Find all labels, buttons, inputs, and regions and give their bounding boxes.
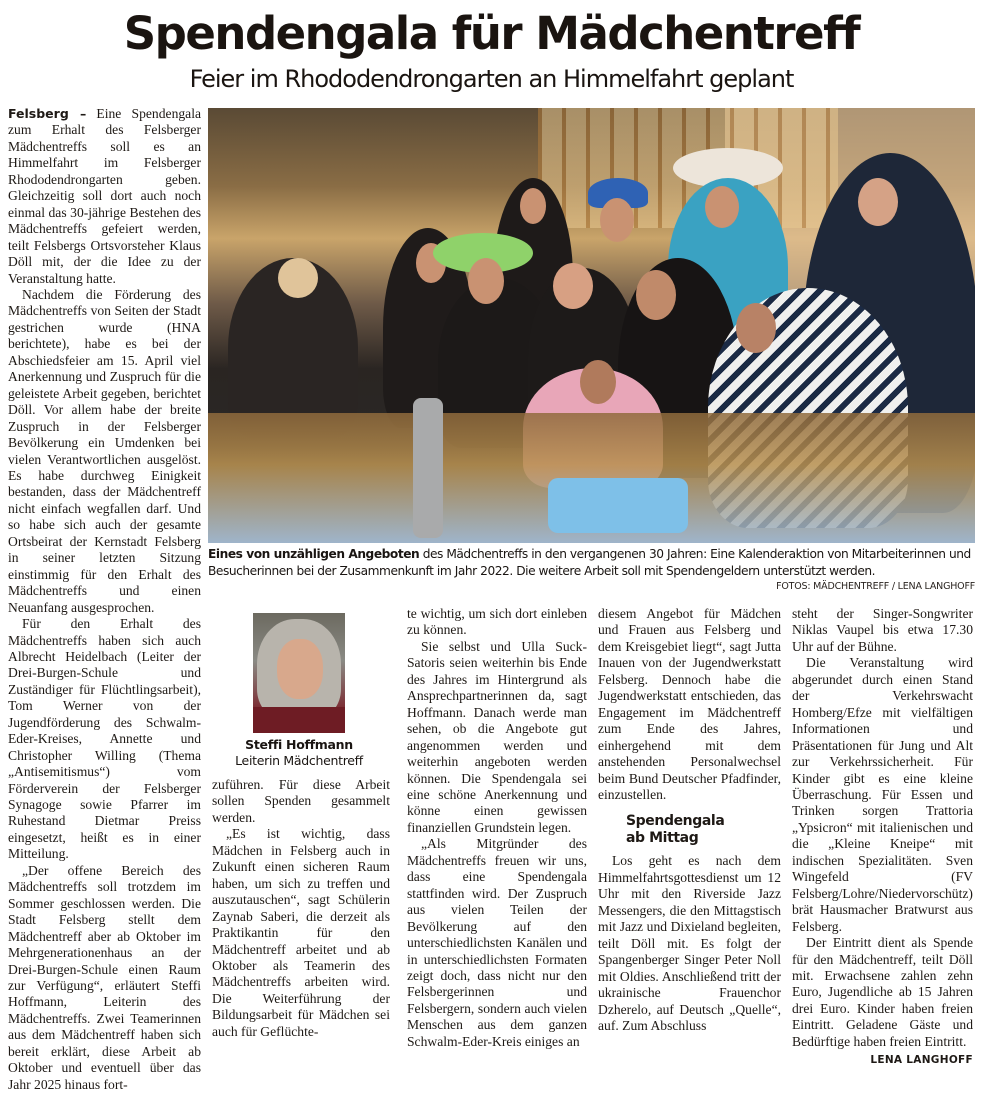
paragraph: „Als Mitgründer des Mädchentreffs freuen wir uns, dass eine Spendengala stattfinden wird. Der Zuspruch aus vielen Teilen der Bevölkerung auf den unterschiedlichsten Kanälen und in unterschiedlichsten Formaten zeigt doch, dass nicht nur den Felsbergerinnen und Felsbergern, sondern auch vielen Menschen aus dem ganzen Schwalm-Eder-Kreis einiges an xyxy=(407,836,587,1049)
caption-text: des Mädchentreffs in den vergangenen 30 Jahren: Eine Kalenderaktion von Mitarbeiterinnen und Besucherinnen bei der Zusammenkunft im Jahr 2022. Die weitere Arbeit soll mit Spendengeldern unterstützt werden. xyxy=(208,547,971,578)
photo-credit: FOTOS: MÄDCHENTREFF / LENA LANGHOFF xyxy=(776,581,975,592)
group-photo xyxy=(208,108,975,543)
article-column-5 xyxy=(792,606,973,1069)
article-column-4 xyxy=(598,606,781,1034)
paragraph: steht der Singer-Songwriter Niklas Vaupel bis etwa 17.30 Uhr auf der Bühne. xyxy=(792,606,973,654)
dateline: Felsberg – xyxy=(8,106,87,121)
portrait-photo xyxy=(253,613,345,733)
article-subheadline: Feier im Rhododendrongarten an Himmelfahrt geplant xyxy=(189,65,794,93)
paragraph: zuführen. Für diese Arbeit sollen Spenden gesammelt werden. xyxy=(212,777,390,825)
paragraph: te wichtig, um sich dort einleben zu können. xyxy=(407,606,587,638)
paragraph: Die Veranstaltung wird abgerundet durch einen Stand der Verkehrswacht Homberg/Efze mit vielfältigen Informationen und Präsentationen für Jung und Alt zur Verkehrssicherheit. Für Kinder gibt es eine kleine Überraschung. Für Essen und Trinken sorgen Trattoria „Ypsicron“ mit italienischen und die „Kleine Kneipe“ mit indischen Spezialitäten. Sven Wingefeld (FV Felsberg/Lohre/Niedervorschütz) brät Hausmacher Bratwurst aus Felsberg. xyxy=(792,655,973,934)
author-byline: LENA LANGHOFF xyxy=(870,1054,973,1067)
article-headline: Spendengala für Mädchentreff xyxy=(123,7,860,60)
paragraph: Der Eintritt dient als Spende für den Mädchentreff, teilt Döll mit. Erwachsene zahlen zehn Euro, Jugendliche ab 15 Jahren drei Euro. Kinder haben freien Eintritt. Geladene Gäste und Bedürftige haben freien Eintritt. xyxy=(792,935,973,1049)
article-column-3 xyxy=(407,606,587,1050)
paragraph: Nachdem die Förderung des Mädchentreffs von Seiten der Stadt gestrichen wurde (HNA berichtete), habe es bei der Abschiedsfeier am 15. April viel Anerkennung und Zuspruch für die geleistete Arbeit gegeben, berichtet Döll. Vor allem habe der breite Zuspruch in der Felsberger Bevölkerung ein Umdenken bei vielen Verantwortlichen ausgelöst. Es habe durchweg Einigkeit bestanden, dass der Mädchentreff nicht einfach wegfallen darf. Und so habe sich auch der gesamte Ortsbeirat der Kernstadt Felsberg in seiner letzten Sitzung einstimmig für den Erhalt des Mädchentreffs und einen Neuanfang ausgesprochen. xyxy=(8,286,201,615)
paragraph: Für den Erhalt des Mädchentreffs haben sich auch Albrecht Heidelbach (Leiter der Drei-Burgen-Schule und Zuständiger für Flüchtlingsarbeit), Tom Werner von der Jugendförderung des Schwalm-Eder-Kreises, Annette und Christopher Willing (Thema „Antisemitismus“) vom Förderverein der Felsberger Synagoge sowie Pfarrer im Ruhestand Dietmar Preiss eingesetzt, heißt es in einer Mitteilung. xyxy=(8,616,201,862)
portrait-name: Steffi Hoffmann xyxy=(245,737,353,752)
paragraph: „Es ist wichtig, dass Mädchen in Felsberg auch in Zukunft einen sicheren Raum haben, um sich zu treffen und auszutauschen“, sagt Schülerin Zaynab Saberi, die derzeit als Praktikantin für den Mädchentreff arbeitet und ab Oktober als Teamerin des Mädchentreffs arbeiten wird. Die Weiterführung der Bildungsarbeit für Mädchen sei auch für Geflüchte- xyxy=(212,826,390,1039)
article-column-1 xyxy=(8,106,201,1093)
portrait-role: Leiterin Mädchentreff xyxy=(235,753,363,768)
paragraph: Sie selbst und Ulla Suck-Satoris seien weiterhin bis Ende des Jahres im Hintergrund als Ansprechpartnerinnen da, sagt Hoffmann. Danach werde man sehen, ob die Angebote gut angenommen werden und weiterhin angeboten werden können. Die Spendengala sei eine schöne Anerkennung und könne einen gewissen finanziellen Grundstein legen. xyxy=(407,638,587,835)
paragraph: „Der offene Bereich des Mädchentreffs soll trotzdem im Sommer geschlossen werden. Die Stadt Felsberg stellt dem Mädchentreff aber ab Oktober im Mehrgenerationenhaus an der Drei-Burgen-Schule einen Raum zur Verfügung“, erläutert Steffi Hoffmann, Leiterin des Mädchentreffs. Zwei Teamerinnen aus dem Mädchentreff haben sich bereit erklärt, diese Arbeit ab Oktober und eventuell über das Jahr 2025 hinaus fort- xyxy=(8,862,201,1092)
paragraph: Los geht es nach dem Himmelfahrtsgottesdienst um 12 Uhr mit den Riverside Jazz Messengers, die den Mittagstisch mit Jazz und Dixieland begleiten, teilt Döll mit. Es folgt der Spangenberger Singer Peter Noll mit Oldies. Anschließend tritt der ukrainische Frauenchor Dzherelo, auf Deutsch „Quelle“, auf. Zum Abschluss xyxy=(598,853,781,1033)
article-column-2 xyxy=(212,777,390,1040)
caption-lead: Eines von unzähligen Angeboten xyxy=(208,547,420,561)
paragraph: diesem Angebot für Mädchen und Frauen aus Felsberg und dem Kreisgebiet liegt“, sagt Jutta Inauen von der Jugendwerkstatt Felsberg. Dennoch habe die Jugendwerkstatt entschieden, das Engagement im Mädchentreff zum Ende des Jahres, einhergehend mit dem anstehenden Personalwechsel beim Bund Deutscher Pfadfinder, einzustellen. xyxy=(598,606,781,802)
paragraph: Felsberg – Eine Spendengala zum Erhalt des Felsberger Mädchentreffs soll es an Himmelfahrt im Felsberger Rhododendrongarten geben. Gleichzeitig soll dort auch noch einmal das 30-jährige Bestehen des Mädchentreffs gefeiert werden, teilt Felsbergs Ortsvorsteher Klaus Döll mit, der die Idee zu der Veranstaltung hatte. xyxy=(8,106,202,286)
photo-caption xyxy=(208,546,978,579)
section-subheading: Spendengala ab Mittag xyxy=(626,813,725,847)
